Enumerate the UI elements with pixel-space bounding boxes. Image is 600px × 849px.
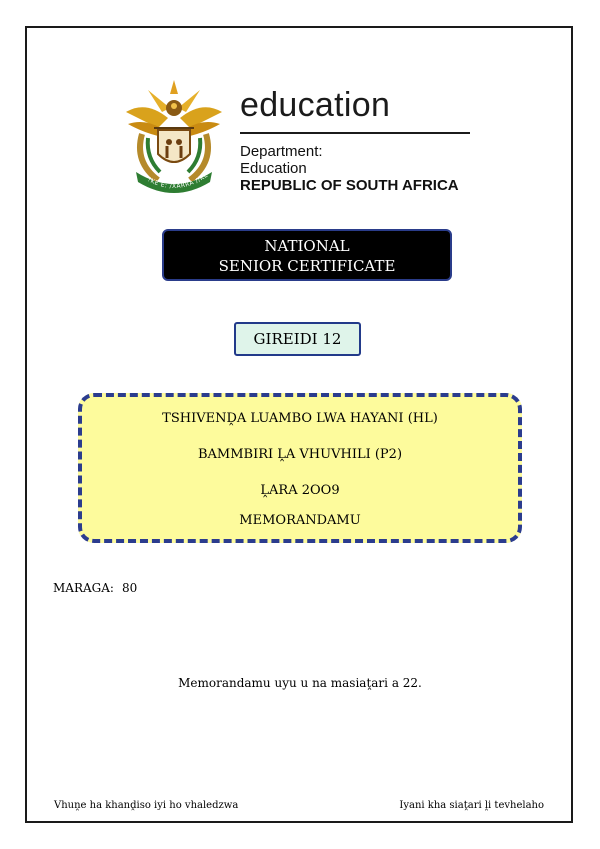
- department-name: Education: [240, 160, 307, 177]
- page-count-note: Memorandamu uyu u na masiaṱari a 22.: [178, 676, 422, 690]
- department-label: Department:: [240, 143, 323, 160]
- country-name: REPUBLIC OF SOUTH AFRICA: [240, 177, 459, 194]
- grade-box: GIREIDI 12: [234, 322, 361, 356]
- subject-document-type: MEMORANDAMU: [239, 513, 361, 528]
- footer-copyright-note: Vhuṋe ha khanḓiso iyi ho vhaledzwa: [54, 800, 239, 811]
- footer-turn-page-note: Iyani kha siaṱari ḽi tevhelaho: [399, 800, 544, 811]
- certificate-title-box: [162, 229, 452, 281]
- coat-of-arms-motto: !KE E: /XARRA //KE: [146, 171, 210, 191]
- brand-title: education: [240, 86, 391, 124]
- subject-year: ḼARA 2OO9: [260, 483, 340, 498]
- coat-of-arms-icon: [118, 72, 230, 202]
- brand-divider: [240, 132, 470, 134]
- marks-label: MARAGA:: [53, 581, 114, 595]
- subject-box: [78, 393, 522, 543]
- marks-value: 80: [121, 581, 138, 595]
- department-logo: [98, 62, 498, 212]
- marks-line: [53, 581, 137, 595]
- subject-language: TSHIVENḒA LUAMBO LWA HAYANI (HL): [162, 411, 438, 426]
- certificate-line-1: NATIONAL: [264, 237, 350, 255]
- subject-paper: BAMMBIRI ḼA VHUVHILI (P2): [197, 447, 403, 462]
- certificate-line-2: SENIOR CERTIFICATE: [218, 257, 396, 275]
